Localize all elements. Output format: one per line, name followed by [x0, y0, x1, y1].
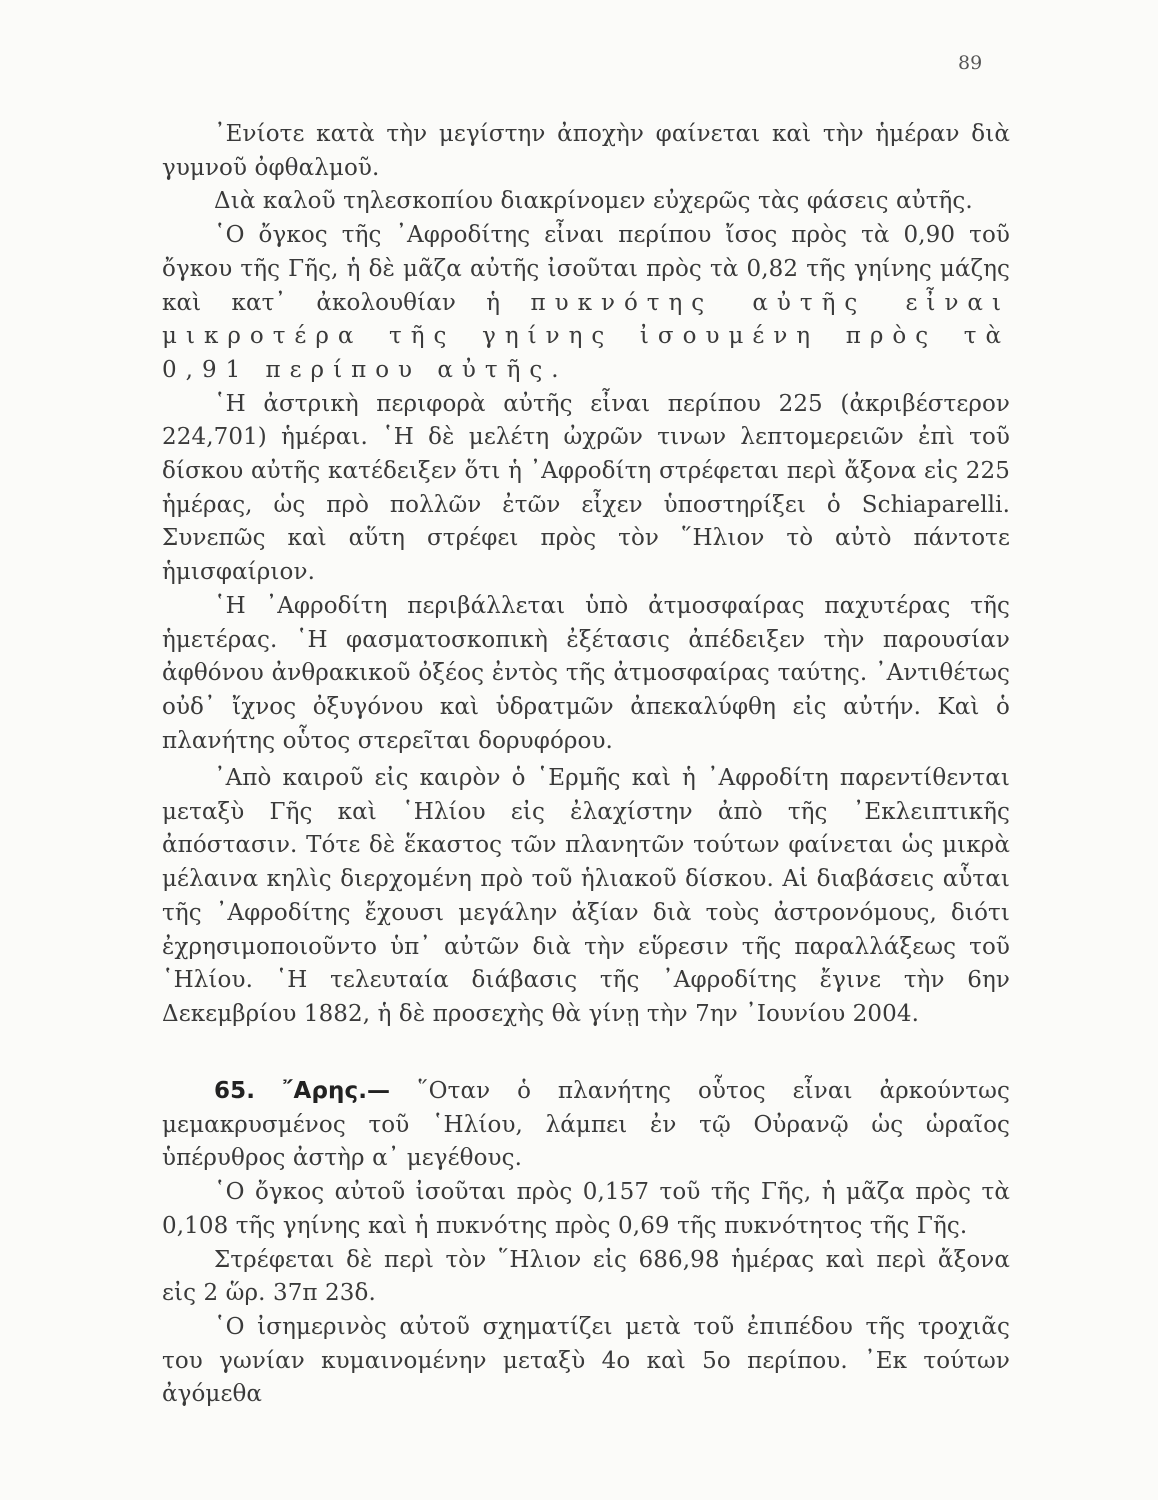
paragraph-volume-mass: [162, 219, 1010, 388]
venus-description-block: [162, 118, 1010, 758]
paragraph-phases: Διὰ καλοῦ τηλεσκοπίου διακρίνομεν εὐχερῶς τὰς φάσεις αὐτῆς.: [214, 188, 973, 215]
section-number: 65.: [214, 1078, 256, 1104]
density-spaced-text: πυκνότης αὐτῆς εἶναι μικροτέρα τῆς γηίνης ἰσουμένη πρὸς τὰ 0,91 περίπου αὐτῆς.: [162, 289, 1010, 383]
transits-block: [162, 762, 1010, 1032]
paragraph-visibility: ᾽Ενίοτε κατὰ τὴν μεγίστην ἀποχὴν φαίνεται καὶ τὴν ἡμέραν διὰ γυμνοῦ ὀφθαλμοῦ.: [162, 121, 1010, 181]
page-number: 89: [958, 52, 983, 74]
volume-mass-text: ῾Ο ὄγκος τῆς ᾽Αφροδίτης εἶναι περίπου ἴσος πρὸς τὰ 0,90 τοῦ ὄγκου τῆς Γῆς, ἡ δὲ μᾶζα αὐτῆς ἰσοῦται πρὸς τὰ 0,82 τῆς γηίνης μάζης καὶ κατ᾽ ἀκολουθίαν ἡ: [162, 222, 1010, 316]
paragraph-atmosphere: ῾Η ᾽Αφροδίτη περιβάλλεται ὑπὸ ἀτμοσφαίρας παχυτέρας τῆς ἡμετέρας. ῾Η φασματοσκοπικὴ ἐξέτασις ἀπέδειξεν τὴν παρουσίαν ἀφθόνου ἀνθρακικοῦ ὀξέος ἐντὸς τῆς ἀτμοσφαίρας ταύτης. ᾽Αντιθέτως οὐδ᾽ ἴχνος ὀξυγόνου καὶ ὑδρατμῶν ἀπεκαλύφθη εἰς αὐτήν. Καὶ ὁ πλανήτης οὗτος στερεῖται δορυφόρου.: [162, 592, 1010, 754]
mars-intro-text: ῞Οταν ὁ πλανήτης οὗτος εἶναι ἀρκούντως μεμακρυσμένος τοῦ ῾Ηλίου, λάμπει ἐν τῷ Οὐρανῷ ὡς ὡραῖος ὑπέρυθρος ἀστὴρ α᾽ μεγέθους.: [162, 1078, 1011, 1172]
paragraph-mars-intro: [162, 1075, 1010, 1176]
paragraph-mars-volume: ῾Ο ὄγκος αὐτοῦ ἰσοῦται πρὸς 0,157 τοῦ τῆς Γῆς, ἡ μᾶζα πρὸς τὰ 0,108 τῆς γηίνης καὶ ἡ πυκνότης πρὸς 0,69 τῆς πυκνότητος τῆς Γῆς.: [162, 1179, 1010, 1239]
paragraph-rotation: ῾Η ἀστρικὴ περιφορὰ αὐτῆς εἶναι περίπου 225 (ἀκριβέστερον 224,701) ἡμέραι. ῾Η δὲ μελέτη ὠχρῶν τινων λεπτομερειῶν ἐπὶ τοῦ δίσκου αὐτῆς κατέδειξεν ὅτι ἡ ᾽Αφροδίτη στρέφεται περὶ ἄξονα εἰς 225 ἡμέρας, ὡς πρὸ πολλῶν ἐτῶν εἶχεν ὑποστηρίξει ὁ Schiaparelli. Συνεπῶς καὶ αὕτη στρέφει πρὸς τὸν ῞Ηλιον τὸ αὐτὸ πάντοτε ἡμισφαίριον.: [162, 390, 1010, 586]
paragraph-transits: ᾽Απὸ καιροῦ εἰς καιρὸν ὁ ῾Ερμῆς καὶ ἡ ᾽Αφροδίτη παρεντίθενται μεταξὺ Γῆς καὶ ῾Ηλίου εἰς ἐλαχίστην ἀπὸ τῆς ᾽Εκλειπτικῆς ἀπόστασιν. Τότε δὲ ἕκαστος τῶν πλανητῶν τούτων φαίνεται ὡς μικρὰ μέλαινα κηλὶς διερχομένη πρὸ τοῦ ἡλιακοῦ δίσκου. Αἱ διαβάσεις αὗται τῆς ᾽Αφροδίτης ἔχουσι μεγάλην ἀξίαν διὰ τοὺς ἀστρονόμους, διότι ἐχρησιμοποιοῦντο ὑπ᾽ αὐτῶν διὰ τὴν εὕρεσιν τῆς παραλλάξεως τοῦ ῾Ηλίου. ῾Η τελευταία διάβασις τῆς ᾽Αφροδίτης ἔγινε τὴν 6ην Δεκεμβρίου 1882, ἡ δὲ προσεχὴς θὰ γίνῃ τὴν 7ην ᾽Ιουνίου 2004.: [162, 765, 1010, 1027]
paragraph-mars-equator: ῾Ο ἰσημερινὸς αὐτοῦ σχηματίζει μετὰ τοῦ ἐπιπέδου τῆς τροχιᾶς του γωνίαν κυμαινομένην μεταξὺ 4ο καὶ 5ο περίπου. ᾽Εκ τούτων ἀγόμεθα: [162, 1313, 1010, 1408]
paragraph-mars-rotation: Στρέφεται δὲ περὶ τὸν ῞Ηλιον εἰς 686,98 ἡμέρας καὶ περὶ ἄξονα εἰς 2 ὥρ. 37π 23δ.: [162, 1246, 1010, 1307]
section-65-mars: [162, 1075, 1010, 1412]
section-title: ῎Αρης.—: [281, 1078, 391, 1104]
